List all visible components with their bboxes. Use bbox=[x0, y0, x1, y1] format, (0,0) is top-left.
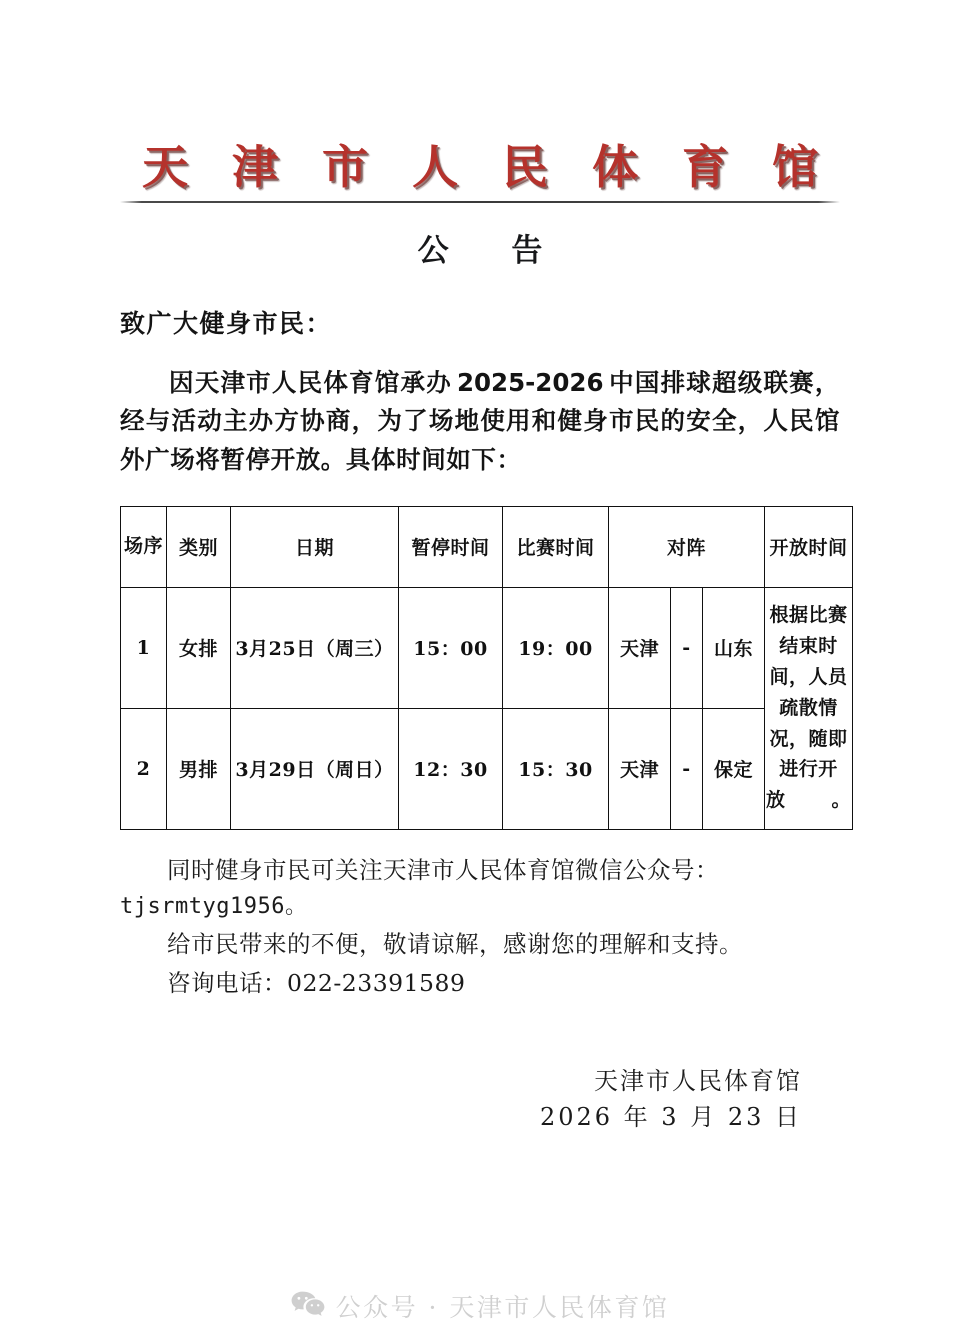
contact-phone: 022-23391589 bbox=[287, 968, 466, 997]
wechat-account-id: tjsrmtyg1956。 bbox=[120, 894, 308, 920]
masthead-divider bbox=[120, 201, 840, 203]
header-pause-time: 暂停时间 bbox=[399, 506, 503, 587]
header-seq: 场序 bbox=[121, 506, 167, 587]
header-date: 日期 bbox=[231, 506, 399, 587]
contact-label: 咨询电话： bbox=[167, 968, 287, 997]
lead-paragraph bbox=[120, 364, 840, 480]
apology-line: 给市民带来的不便，敬请谅解，感谢您的理解和支持。 bbox=[167, 930, 743, 959]
lead-text-after: 中国排球超级联赛，经与活动主办方协商，为了场地使用和健身市民的安全，人民馆外广场将暂停开放。具体时间如下： bbox=[120, 367, 840, 474]
document-kind-heading: 公 告 bbox=[417, 232, 569, 269]
row-home-team: 天津 bbox=[609, 708, 671, 829]
lead-text-before: 因天津市人民体育馆承办 bbox=[169, 367, 452, 397]
wechat-icon bbox=[291, 1291, 325, 1322]
row-seq: 2 bbox=[121, 708, 167, 829]
salutation: 致广大健身市民： bbox=[120, 308, 333, 338]
wechat-follow-line: 同时健身市民可关注天津市人民体育馆微信公众号： bbox=[167, 855, 719, 884]
organization-title: 天 津 市 人 民 体 育 馆 bbox=[141, 140, 833, 194]
row-match-time: 19：00 bbox=[503, 587, 609, 708]
footer-watermark bbox=[0, 1288, 960, 1324]
footer-watermark-text: 公众号 · 天津市人民体育馆 bbox=[335, 1293, 670, 1322]
row-kind: 男排 bbox=[167, 708, 231, 829]
signature-date: 2026 年 3 月 23 日 bbox=[539, 1103, 802, 1132]
row-versus-dash: - bbox=[671, 587, 703, 708]
row-date: 3月25日（周三） bbox=[231, 587, 399, 708]
row-pause-time: 12：30 bbox=[399, 708, 503, 829]
open-time-note: 根据比赛结束时间，人员疏散情况，随即进行开放。 bbox=[765, 587, 853, 829]
row-away-team: 山东 bbox=[703, 587, 765, 708]
row-seq: 1 bbox=[121, 587, 167, 708]
row-pause-time: 15：00 bbox=[399, 587, 503, 708]
signature-issuer: 天津市人民体育馆 bbox=[594, 1066, 802, 1095]
signature-block bbox=[120, 1063, 840, 1136]
season-label: 2025-2026 bbox=[456, 367, 604, 397]
header-kind: 类别 bbox=[167, 506, 231, 587]
schedule-table bbox=[120, 506, 853, 830]
header-open-time: 开放时间 bbox=[765, 506, 853, 587]
table-header-row bbox=[121, 506, 853, 587]
row-kind: 女排 bbox=[167, 587, 231, 708]
masthead bbox=[120, 0, 840, 270]
contact-line bbox=[120, 965, 840, 1001]
closing-paragraphs bbox=[120, 852, 840, 1001]
row-versus-dash: - bbox=[671, 708, 703, 829]
header-match-time: 比赛时间 bbox=[503, 506, 609, 587]
schedule-table-wrapper bbox=[120, 506, 852, 830]
row-home-team: 天津 bbox=[609, 587, 671, 708]
row-away-team: 保定 bbox=[703, 708, 765, 829]
table-row bbox=[121, 587, 853, 708]
row-date: 3月29日（周日） bbox=[231, 708, 399, 829]
header-matchup: 对阵 bbox=[609, 506, 765, 587]
row-match-time: 15：30 bbox=[503, 708, 609, 829]
table-row bbox=[121, 708, 853, 829]
